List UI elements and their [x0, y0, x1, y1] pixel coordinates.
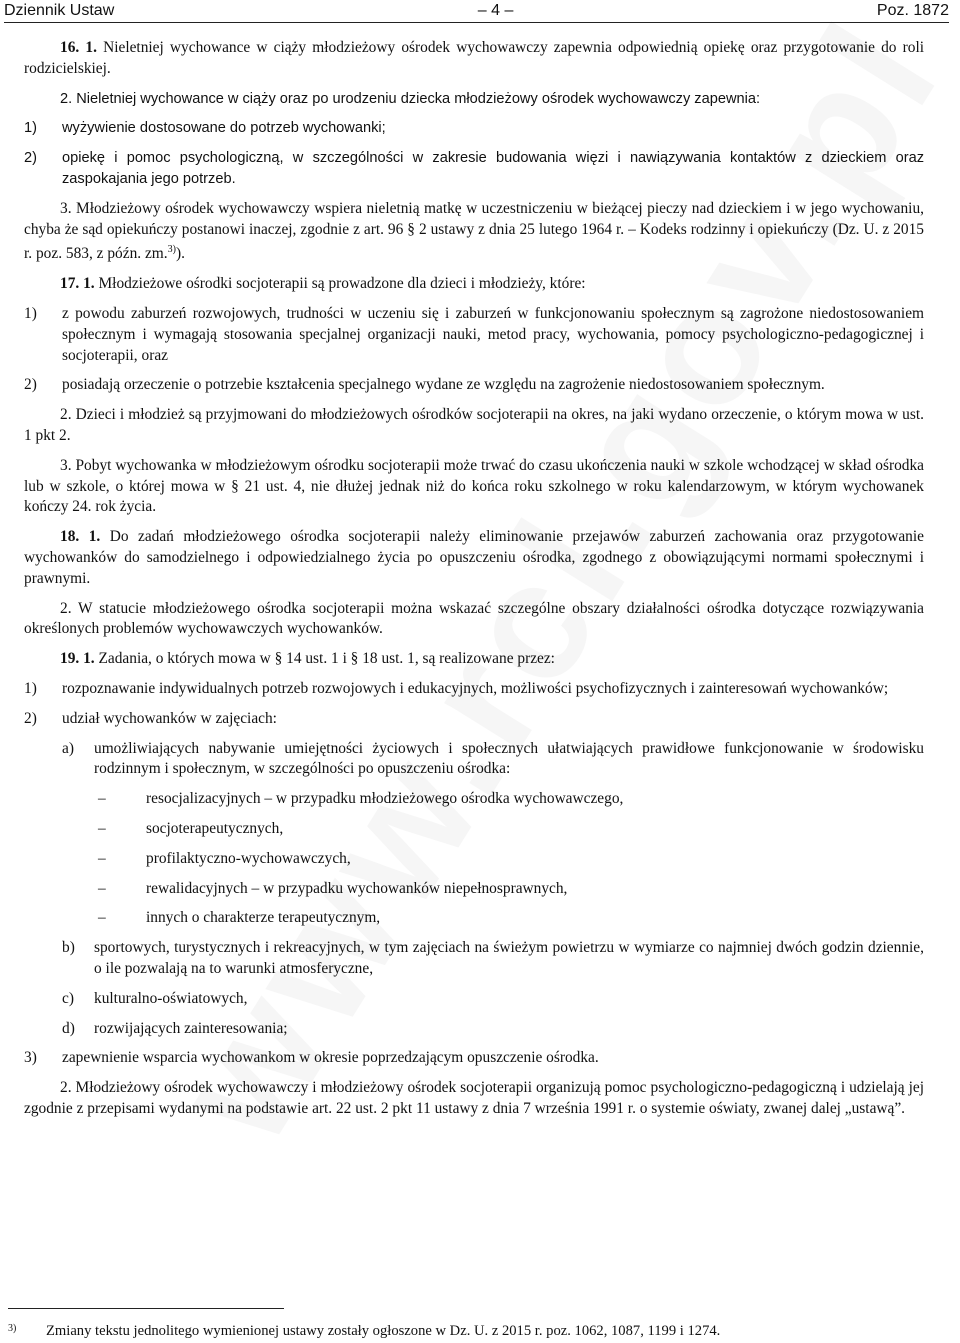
art19-par1 [24, 649, 924, 670]
sub-item-letter: a) [62, 739, 74, 757]
sub-item-text: kulturalno-oświatowych, [94, 989, 248, 1007]
page-header [4, 0, 949, 23]
list-item-text: posiadają orzeczenie o potrzebie kształcenia specjalnego wydane ze względu na zagrożenie niedostosowaniem społecznym. [62, 376, 825, 394]
sub-item [62, 938, 924, 980]
dash-mark: – [98, 820, 106, 838]
dash-item [98, 879, 924, 900]
art16-number: 16. 1. [60, 39, 97, 56]
list-item-text: rozpoznawanie indywidualnych potrzeb rozwojowych i edukacyjnych, możliwości psychofizycznych i zainteresowań wychowanków; [62, 680, 889, 698]
page-number: – 4 – [477, 2, 514, 19]
list-item [24, 304, 924, 366]
sub-item-text: sportowych, turystycznych i rekreacyjnych, w tym zajęciach na świeżym powietrzu w wymiarze co najmniej dwóch godzin dziennie, o ile pozwalają na to warunki atmosferyczne, [94, 939, 924, 978]
art18-par1-text: Do zadań młodzieżowego ośrodka socjoterapii należy eliminowanie przejawów zaburzeń zachowania oraz przygotowanie wychowanków do samodzielnego i odpowiedzialnego życia po opuszczeniu ośrodka, zgodnego z obowiązującymi normami społecznymi i prawnymi. [24, 528, 924, 587]
list-item-number: 2) [24, 376, 37, 394]
list-item-number: 2) [24, 709, 37, 727]
art16-par3-end: ). [175, 245, 185, 263]
art16-par1 [24, 38, 924, 80]
list-item [24, 679, 924, 700]
footnote-separator [8, 1308, 284, 1309]
art18-par1 [24, 527, 924, 589]
sub-item-letter: c) [62, 989, 74, 1007]
dash-mark: – [98, 879, 106, 897]
art18-par2: 2. W statucie młodzieżowego ośrodka socjoterapii można wskazać szczególne obszary działalności ośrodka dotyczące rozwiązywania określonych problemów wychowawczych wychowanków. [24, 599, 924, 638]
sub-item [62, 989, 924, 1010]
list-item [24, 1048, 924, 1069]
dash-item-text: innych o charakterze terapeutycznym, [146, 909, 381, 927]
list-item-text: z powodu zaburzeń rozwojowych, trudności w uczeniu się i zaburzeń w funkcjonowaniu społecznym są zagrożone niedostosowaniem społecznym i wymagają stosowania specjalnej organizacji nauki, metod pracy, wychowania, pomocy psychologiczno-pedagogicznej i socjoterapii, oraz [62, 305, 924, 364]
document-body [24, 38, 924, 1129]
journal-title: Dziennik Ustaw [4, 2, 115, 19]
sub-item [62, 1019, 924, 1040]
footnote-mark: 3) [8, 1323, 17, 1334]
list-item [24, 118, 924, 139]
list-item-number: 1) [24, 305, 37, 323]
list-item-number: 1) [24, 120, 37, 137]
footnote [8, 1323, 928, 1340]
list-item-text: wyżywienie dostosowane do potrzeb wychowanki; [62, 120, 386, 137]
sub-item-letter: d) [62, 1019, 75, 1037]
dash-item [98, 819, 924, 840]
art17-par2: 2. Dzieci i młodzież są przyjmowani do młodzieżowych ośrodków socjoterapii na okres, na jaki wydano orzeczenie, o którym mowa w ust. 1 pkt 2. [24, 406, 924, 445]
footnote-text: Zmiany tekstu jednolitego wymienionej ustawy zostały ogłoszone w Dz. U. z 2015 r. poz. 1062, 1087, 1199 i 1274. [46, 1323, 721, 1339]
dash-mark: – [98, 790, 106, 808]
list-item-text: udział wychowanków w zajęciach: [62, 709, 277, 727]
sub-item-text: umożliwiających nabywanie umiejętności życiowych i społecznych ułatwiających prawidłowe funkcjonowanie w środowisku rodzinnym i społecznym, w szczególności po opuszczeniu ośrodka: [94, 739, 924, 778]
list-item [24, 148, 924, 190]
art17-par1-text: Młodzieżowe ośrodki socjoterapii są prowadzone dla dzieci i młodzieży, które: [98, 275, 586, 293]
art16-par3 [24, 199, 924, 266]
dash-item-text: rewalidacyjnych – w przypadku wychowanków niepełnosprawnych, [146, 879, 568, 897]
dash-mark: – [98, 849, 106, 867]
dash-item-text: socjoterapeutycznych, [146, 820, 284, 838]
list-item-text: opiekę i pomoc psychologiczną, w szczególności w zakresie budowania więzi i nawiązywania kontaktów z dzieckiem oraz zaspokajania jego potrzeb. [62, 150, 924, 187]
art17-number: 17. 1. [60, 275, 95, 293]
list-item-number: 1) [24, 680, 37, 698]
position-number: Poz. 1872 [876, 2, 949, 19]
art18-number: 18. 1. [60, 528, 101, 546]
art19-par1-text: Zadania, o których mowa w § 14 ust. 1 i § 18 ust. 1, są realizowane przez: [98, 650, 555, 668]
art19-par2: 2. Młodzieżowy ośrodek wychowawczy i młodzieżowy ośrodek socjoterapii organizują pomoc psychologiczno-pedagogiczną i udzielają jej zgodnie z przepisami wydanymi na podstawie art. 22 ust. 2 pkt 11 ustawy z dnia 7 września 1991 r. o systemie oświaty, zwanej dalej „ustawą”. [24, 1079, 924, 1117]
art16-par3-text: 3. Młodzieżowy ośrodek wychowawczy wspiera nieletnią matkę w uczestniczeniu w bieżącej pieczy nad dzieckiem i w jego wychowaniu, chyba że sąd opiekuńczy postanowi inaczej, zgodnie z art. 96 § 2 ustawy z dnia 25 lutego 1964 r. – Kodeks rodzinny i opiekuńczy (Dz. U. z 2015 r. poz. 583, z późn. zm. [24, 199, 924, 263]
art19-number: 19. 1. [60, 650, 95, 668]
dash-item [98, 789, 924, 810]
sub-item-letter: b) [62, 939, 75, 957]
sub-item-text: rozwijających zainteresowania; [94, 1019, 288, 1037]
list-item-number: 3) [24, 1049, 37, 1067]
list-item-text: zapewnienie wsparcia wychowankom w okresie poprzedzającym opuszczenie ośrodka. [62, 1049, 599, 1067]
list-item [24, 375, 924, 396]
dash-item [98, 908, 924, 929]
list-item-number: 2) [24, 150, 37, 167]
list-item [24, 709, 924, 730]
dash-item [98, 849, 924, 870]
art16-par1-text: Nieletniej wychowance w ciąży młodzieżowy ośrodek wychowawczy zapewnia odpowiednią opiekę oraz przygotowanie do roli rodzicielskiej. [24, 39, 924, 77]
footnote-reference[interactable]: 3) [167, 244, 176, 256]
art17-par3: 3. Pobyt wychowanka w młodzieżowym ośrodku socjoterapii może trwać do czasu ukończenia nauki w szkole wchodzącej w skład ośrodka lub w szkole, o której mowa w § 21 ust. 4, nie dłużej jednak niż do końca roku szkolnego w roku kalendarzowym, w którym wychowanek kończy 24. rok życia. [24, 456, 924, 516]
art16-par2: 2. Nieletniej wychowance w ciąży oraz po urodzeniu dziecka młodzieżowy ośrodek wychowawczy zapewnia: [60, 90, 761, 107]
art17-par1 [24, 274, 924, 295]
dash-item-text: profilaktyczno-wychowawczych, [146, 849, 351, 867]
dash-item-text: resocjalizacyjnych – w przypadku młodzieżowego ośrodka wychowawczego, [146, 790, 624, 808]
dash-mark: – [98, 909, 106, 927]
sub-item [62, 739, 924, 781]
